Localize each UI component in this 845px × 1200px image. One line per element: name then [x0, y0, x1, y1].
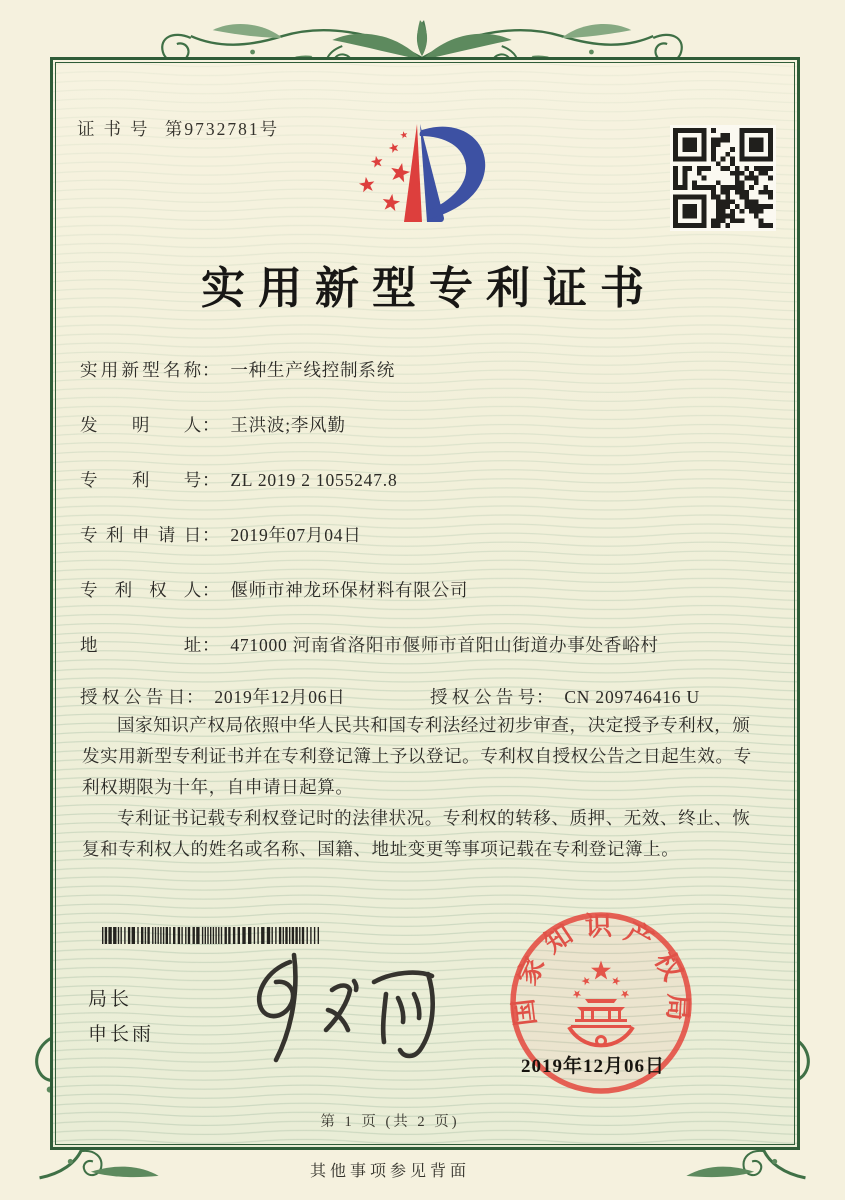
field-label: 专利号 [80, 470, 202, 490]
seal-text: 国家知识产权局 [508, 910, 694, 1028]
field-patent-number [80, 467, 398, 492]
signer-name: 申长雨 [88, 1024, 155, 1045]
field-address [80, 632, 659, 657]
colon: ： [186, 687, 205, 707]
legal-text-block [82, 710, 766, 865]
colon: ： [202, 635, 221, 655]
back-side-note: 其他事项参见背面 [309, 1163, 470, 1180]
barcode [100, 927, 322, 944]
page-number: 第 1 页 (共 2 页) [320, 1114, 460, 1130]
field-label: 地址 [80, 635, 202, 655]
colon: ： [202, 525, 221, 545]
qr-code-matrix [673, 128, 773, 228]
field-value: 2019年07月04日 [230, 525, 362, 545]
colon: ： [202, 580, 221, 600]
field-value: 471000 河南省洛阳市偃师市首阳山街道办事处香峪村 [230, 635, 659, 655]
colon: ： [202, 470, 221, 490]
certificate-number-value: 第9732781号 [164, 119, 280, 139]
legal-paragraph-1: 国家知识产权局依照中华人民共和国专利法经过初步审查，决定授予专利权，颁发实用新型专利证书并在专利登记簿上予以登记。专利权自授权公告之日起生效。专利权期限为十年，自申请日起算。 [82, 715, 752, 797]
field-value: CN 209746416 U [564, 687, 700, 707]
colon: ： [536, 687, 555, 707]
field-label: 发明人 [80, 415, 202, 435]
certificate-number-label: 证书号 [77, 119, 157, 139]
certificate-number [77, 116, 279, 141]
field-value: 偃师市神龙环保材料有限公司 [230, 580, 469, 600]
field-value: ZL 2019 2 1055247.8 [230, 470, 398, 490]
colon: ： [202, 415, 221, 435]
legal-paragraph-2: 专利证书记载专利权登记时的法律状况。专利权的转移、质押、无效、终止、恢复和专利权人的姓名或名称、国籍、地址变更等事项记载在专利登记簿上。 [82, 808, 751, 859]
field-grant-number [430, 684, 700, 709]
field-label: 授权公告号 [430, 687, 536, 707]
field-label: 授权公告日 [80, 687, 186, 707]
barcode-bars [100, 927, 322, 944]
field-inventors [80, 412, 346, 437]
field-label: 实用新型名称 [80, 360, 202, 380]
field-filing-date [80, 522, 362, 547]
field-grant-date [80, 684, 700, 709]
qr-code [670, 125, 776, 231]
cnipa-patent-logo-icon [348, 118, 498, 236]
field-value: 王洪波;李风勤 [230, 415, 346, 435]
seal-date: 2019年12月06日 [520, 1056, 665, 1077]
colon: ： [202, 360, 221, 380]
field-patentee [80, 577, 468, 602]
field-utility-model-name [80, 357, 395, 382]
handwritten-signature-icon [228, 950, 443, 1065]
field-value: 2019年12月06日 [214, 687, 346, 707]
field-value: 一种生产线控制系统 [230, 360, 396, 380]
field-label: 专利权人 [80, 580, 202, 600]
signer-title: 局长 [88, 989, 133, 1010]
field-label: 专利申请日 [80, 525, 202, 545]
certificate-title: 实用新型专利证书 [201, 264, 657, 313]
